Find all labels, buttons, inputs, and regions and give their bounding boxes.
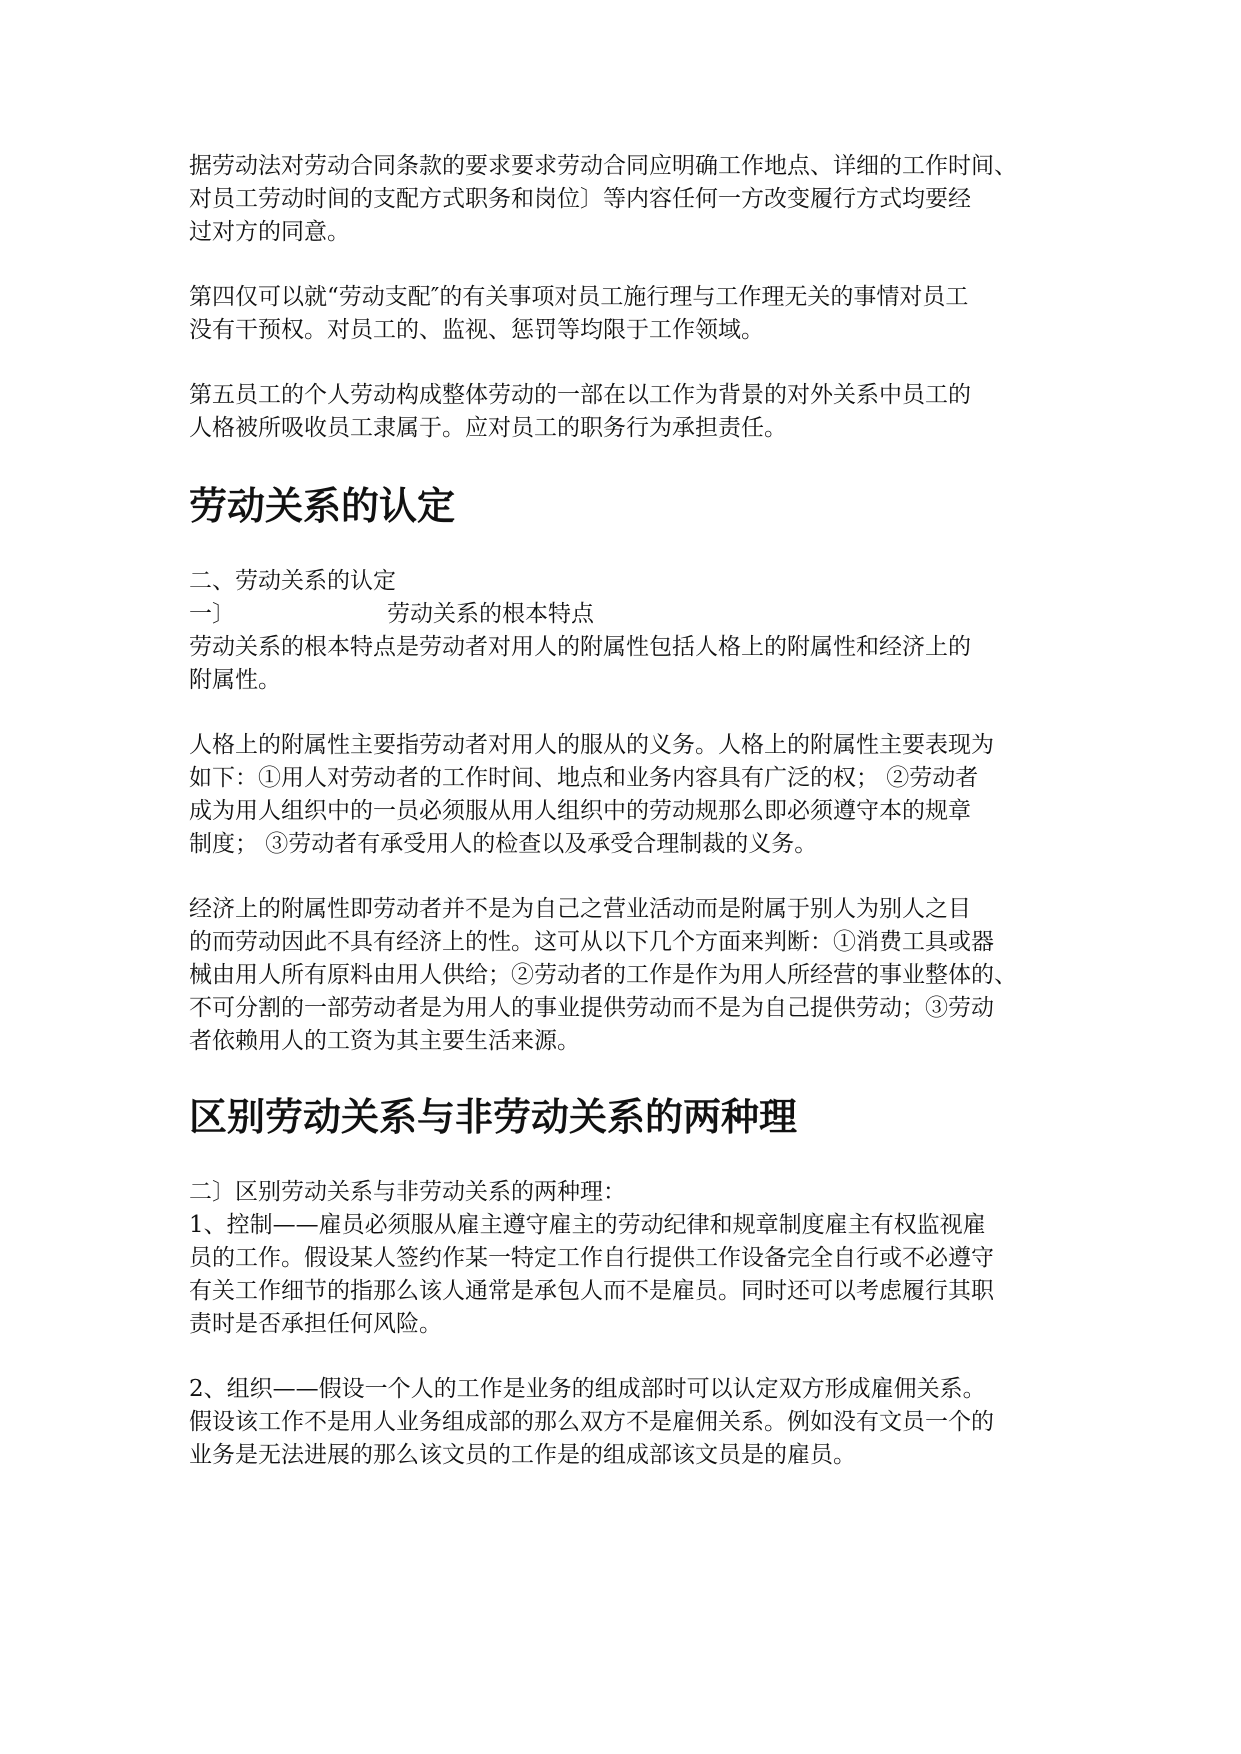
text-line: 第五员工的个人劳动构成整体劳动的一部在以工作为背景的对外关系中员工的: [189, 382, 971, 408]
text-line: 假设该工作不是用人业务组成部的那么双方不是雇佣关系。例如没有文员一个的: [189, 1409, 994, 1435]
text-line: 据劳动法对劳动合同条款的要求要求劳动合同应明确工作地点、详细的工作时间、: [189, 153, 1017, 179]
text-line: 不可分割的一部劳动者是为用人的事业提供劳动而不是为自己提供劳动；③劳动: [189, 995, 994, 1021]
text-line: 人格被所吸收员工隶属于。应对员工的职务行为承担责任。: [189, 415, 787, 441]
list-marker: 一〕: [189, 601, 235, 627]
text-line: 制度； ③劳动者有承受用人的检查以及承受合理制裁的义务。: [189, 831, 818, 857]
text-line: 过对方的同意。: [189, 219, 350, 245]
text-line: 没有干预权。对员工的、监视、惩罚等均限于工作领域。: [189, 317, 764, 343]
text-line: 的而劳动因此不具有经济上的性。这可从以下几个方面来判断：①消费工具或器: [189, 929, 994, 955]
text-line: 2、组织——假设一个人的工作是业务的组成部时可以认定双方形成雇佣关系。: [189, 1376, 986, 1402]
text-line: 经济上的附属性即劳动者并不是为自己之营业活动而是附属于别人为别人之目: [189, 896, 971, 922]
subsection-title: 劳动关系的根本特点: [387, 601, 594, 627]
text-line: 附属性。: [189, 667, 281, 693]
text-line: 第四仅可以就“劳动支配″的有关事项对员工施行理与工作理无关的事情对员工: [189, 284, 969, 310]
text-line: 劳动关系的根本特点是劳动者对用人的附属性包括人格上的附属性和经济上的: [189, 634, 971, 660]
text-line: 业务是无法进展的那么该文员的工作是的组成部该文员是的雇员。: [189, 1442, 856, 1468]
text-line: 有关工作细节的指那么该人通常是承包人而不是雇员。同时还可以考虑履行其职: [189, 1278, 994, 1304]
text-line: 员的工作。假设某人签约作某一特定工作自行提供工作设备完全自行或不必遵守: [189, 1245, 994, 1271]
text-line: 人格上的附属性主要指劳动者对用人的服从的义务。人格上的附属性主要表现为: [189, 732, 994, 758]
section-heading-distinction: 区别劳动关系与非劳动关系的两种理: [189, 1095, 798, 1139]
text-line: 责时是否承担任何风险。: [189, 1311, 442, 1337]
text-line: 二〕区别劳动关系与非劳动关系的两种理：: [189, 1179, 626, 1205]
text-line: 二、劳动关系的认定: [189, 568, 396, 594]
text-line: 者依赖用人的工资为其主要生活来源。: [189, 1028, 580, 1054]
text-line: 械由用人所有原料由用人供给；②劳动者的工作是作为用人所经营的事业整体的、: [189, 962, 1017, 988]
text-line: 1、控制——雇员必须服从雇主遵守雇主的劳动纪律和规章制度雇主有权监视雇: [189, 1212, 986, 1238]
text-line: 对员工劳动时间的支配方式职务和岗位〕等内容任何一方改变履行方式均要经: [189, 186, 971, 212]
section-heading-labor-relation: 劳动关系的认定: [189, 484, 456, 528]
text-line: 成为用人组织中的一员必须服从用人组织中的劳动规那么即必须遵守本的规章: [189, 798, 971, 824]
text-line: 如下：①用人对劳动者的工作时间、地点和业务内容具有广泛的权； ②劳动者: [189, 765, 979, 791]
